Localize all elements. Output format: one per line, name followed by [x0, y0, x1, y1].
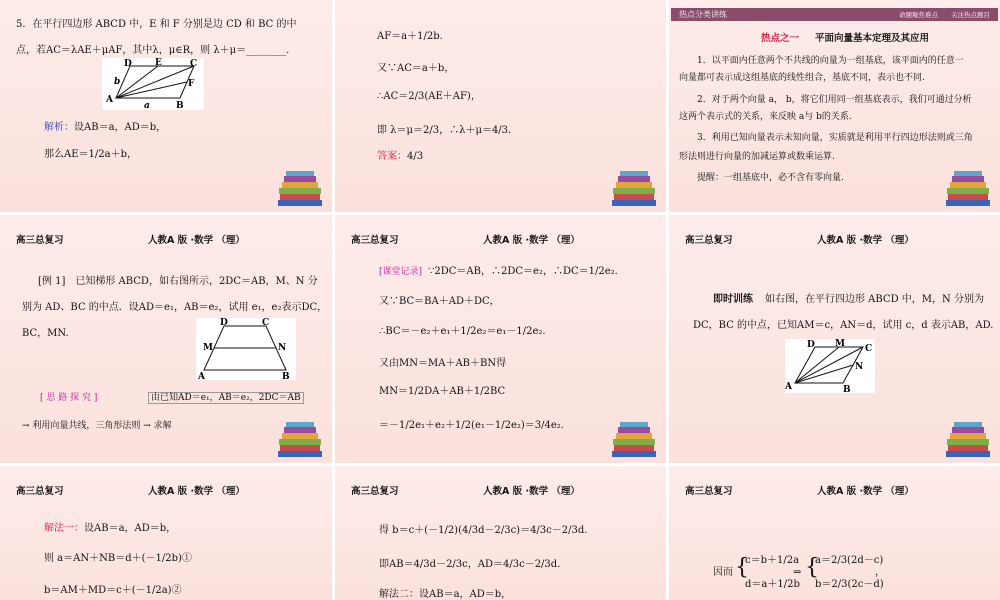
header-left: 高三总复习 [351, 235, 399, 246]
analysis-text: 设AB＝a，AD＝b， [74, 122, 167, 133]
books-icon [274, 170, 326, 208]
s2-line-1: AF＝a＋1/2b. [377, 31, 443, 42]
method-label: 解法一： [44, 523, 84, 534]
fig-label-e-point: E [155, 58, 162, 68]
s3-p3a: 3．利用已知向量表示未知向量，实质就是利用平行四边形法则或三角 [697, 133, 973, 143]
s5-line-2: 又∵BC＝BA＋AD＋DC， [379, 296, 500, 307]
trapezoid-figure [196, 318, 296, 380]
section-bar-left: 热点分类讲练 [679, 10, 727, 19]
parallelogram-figure [102, 58, 204, 110]
mn-label-d: D [807, 340, 815, 350]
header-right: 人教A 版 ·数学 （理） [817, 486, 914, 497]
trap-label-a: A [198, 372, 205, 380]
trap-label-d: D [220, 318, 228, 328]
s5-line-1: ∵2DC＝AB，∴2DC＝e₂，∴DC＝1/2e₂. [428, 266, 618, 277]
s8-line-1: 得 b＝c＋(－1/2)(4/3d－2/3c)＝4/3c－2/3d. [379, 525, 588, 536]
practice-label: 即时训练 [713, 294, 753, 305]
example-line-2: 别为 AD、BC 的中点．设AD＝e₁，AB＝e₂，试用 e₁，e₂表示DC， [22, 302, 328, 313]
mn-label-m: M [835, 339, 845, 349]
header-left: 高三总复习 [685, 235, 733, 246]
example-line-3: BC，MN. [22, 328, 69, 339]
s5-line-3: ∴BC＝－e₂＋e₁＋1/2e₂＝e₁－1/2e₂. [379, 326, 546, 337]
s2-line-2: 又∵AC＝a＋b， [377, 63, 455, 74]
slide-1[interactable] [0, 0, 332, 212]
header-right: 人教A 版 ·数学 （理） [483, 486, 580, 497]
slide-6[interactable] [669, 215, 1000, 463]
analysis-label: 解析： [44, 122, 74, 133]
s3-p4: 提醒：一组基底中，必不含有零向量. [697, 173, 844, 183]
s5-line-5: MN＝1/2DA＋AB＋1/2BC [379, 386, 506, 397]
s3-p1a: 1．以平面内任意两个不共线的向量为一组基底，该平面内的任意一 [697, 56, 964, 66]
slide-2[interactable] [335, 0, 666, 212]
think-line-2: → 利用向量共线，三角形法则 → 求解 [22, 421, 172, 431]
trap-label-n: N [278, 343, 287, 353]
s7-line-1: 设AB＝a，AD＝b， [84, 523, 177, 534]
header-left: 高三总复习 [685, 486, 733, 497]
header-right: 人教A 版 ·数学 （理） [483, 235, 580, 246]
s7-line-2: 则 a＝AN＋NB＝d＋(－1/2b)① [44, 553, 192, 564]
section-tag: 热点之一 [761, 33, 800, 44]
fig-label-f-point: F [188, 79, 195, 89]
mn-label-b: B [843, 385, 851, 393]
sys1-line-a: c＝b＋1/2a [745, 555, 800, 566]
s3-p2b: 这两个表示式的关系，来反映 a与 b的关系. [679, 112, 852, 122]
answer-label: 答案： [377, 151, 407, 162]
s7-line-3: b＝AM＋MD＝c＋(－1/2a)② [44, 585, 182, 596]
fig-label-c-point: C [190, 59, 198, 69]
books-icon [942, 170, 994, 208]
sys2-line-a: a＝2/3(2d－c) [815, 555, 884, 566]
s5-line-4: 又由MN＝MA＋AB＋BN得 [379, 358, 507, 369]
mn-label-c: C [865, 344, 873, 354]
books-icon [274, 421, 326, 459]
think-box: 由已知AD＝e₁，AB＝e₂，2DC＝AB [148, 392, 304, 404]
think-label: [ 思 路 探 究 ] [40, 393, 98, 403]
header-left: 高三总复习 [351, 486, 399, 497]
s3-p3b: 形法则进行向量的加减运算或数乘运算. [679, 152, 835, 162]
books-icon [608, 421, 660, 459]
section-bar-right: 命题聚焦难点 关注热点题目 [899, 11, 990, 19]
s5-line-6: ＝－1/2e₁＋e₂＋1/2(e₁－1/2e₂)＝3/4e₂. [379, 420, 564, 431]
header-right: 人教A 版 ·数学 （理） [148, 235, 245, 246]
parallelogram-mn-figure [785, 339, 875, 393]
sys1-line-b: d＝a＋1/2b [745, 579, 800, 590]
trap-label-m: M [203, 343, 213, 353]
right-brace: { [805, 555, 819, 580]
slide-9[interactable] [669, 466, 1000, 600]
mn-label-n: N [855, 362, 864, 372]
fig-label-b-vector: b [114, 77, 121, 87]
slide-4[interactable] [0, 215, 332, 463]
books-icon [608, 170, 660, 208]
fig-label-d-point: D [124, 59, 132, 69]
example-line-1: [例 1] 已知梯形 ABCD，如右图所示，2DC＝AB，M、N 分 [38, 276, 318, 287]
header-right: 人教A 版 ·数学 （理） [817, 235, 914, 246]
mn-label-a: A [785, 382, 792, 392]
trap-label-b: B [282, 372, 290, 380]
s3-p1b: 向量都可表示成这组基底的线性组合，基底不同，表示也不同. [679, 73, 925, 83]
header-left: 高三总复习 [16, 486, 64, 497]
practice-line-2: DC，BC 的中点，已知AM＝c，AN＝d，试用 c，d 表示AB，AD. [693, 320, 994, 331]
slide-8[interactable] [335, 466, 666, 600]
slide-7[interactable] [0, 466, 332, 600]
trap-label-c: C [262, 318, 270, 328]
s8-line-2: 即AB＝4/3d－2/3c，AD＝4/3c－2/3d. [379, 559, 561, 570]
slide-5[interactable] [335, 215, 666, 463]
s9-pre: 因而 [713, 567, 733, 578]
s8-line-3: 解法二：设AB＝a，AD＝b， [379, 589, 512, 600]
problem-line-1: 5．在平行四边形 ABCD 中，E 和 F 分别是边 CD 和 BC 的中 [16, 19, 297, 30]
s2-line-4: 即 λ＝μ＝2/3，∴λ＋μ＝4/3. [377, 125, 512, 136]
section-title: 平面向量基本定理及其应用 [815, 33, 930, 44]
implies-arrow: ⇒ [793, 567, 802, 578]
sys2-line-b: b＝2/3(2c－d) [815, 579, 884, 590]
fig-label-a-point: A [106, 95, 113, 105]
fig-label-a-vector: a [144, 101, 150, 110]
answer-value: 4/3 [407, 151, 424, 162]
header-left: 高三总复习 [16, 235, 64, 246]
fig-label-b-point: B [176, 101, 184, 110]
s3-p2a: 2．对于两个向量 a， b，将它们用同一组基底表示，我们可通过分析 [697, 95, 972, 105]
books-icon [942, 421, 994, 459]
s9-tail: ， [875, 567, 885, 578]
class-record-tag: [课堂记录] [379, 267, 423, 277]
header-right: 人教A 版 ·数学 （理） [148, 486, 245, 497]
practice-line-1: 如右图，在平行四边形 ABCD 中，M，N 分别为 [765, 294, 984, 305]
s2-line-3: ∴AC＝2/3(AE＋AF)， [377, 91, 481, 102]
slide-3[interactable] [669, 0, 1000, 212]
problem-line-2: 点，若AC＝λAE＋μAF，其中λ，μ∈R，则 λ＋μ＝________． [16, 45, 297, 56]
section-bar [671, 8, 998, 21]
left-brace: { [735, 555, 749, 580]
analysis-line-3: 那么AE＝1/2a＋b， [44, 149, 137, 160]
